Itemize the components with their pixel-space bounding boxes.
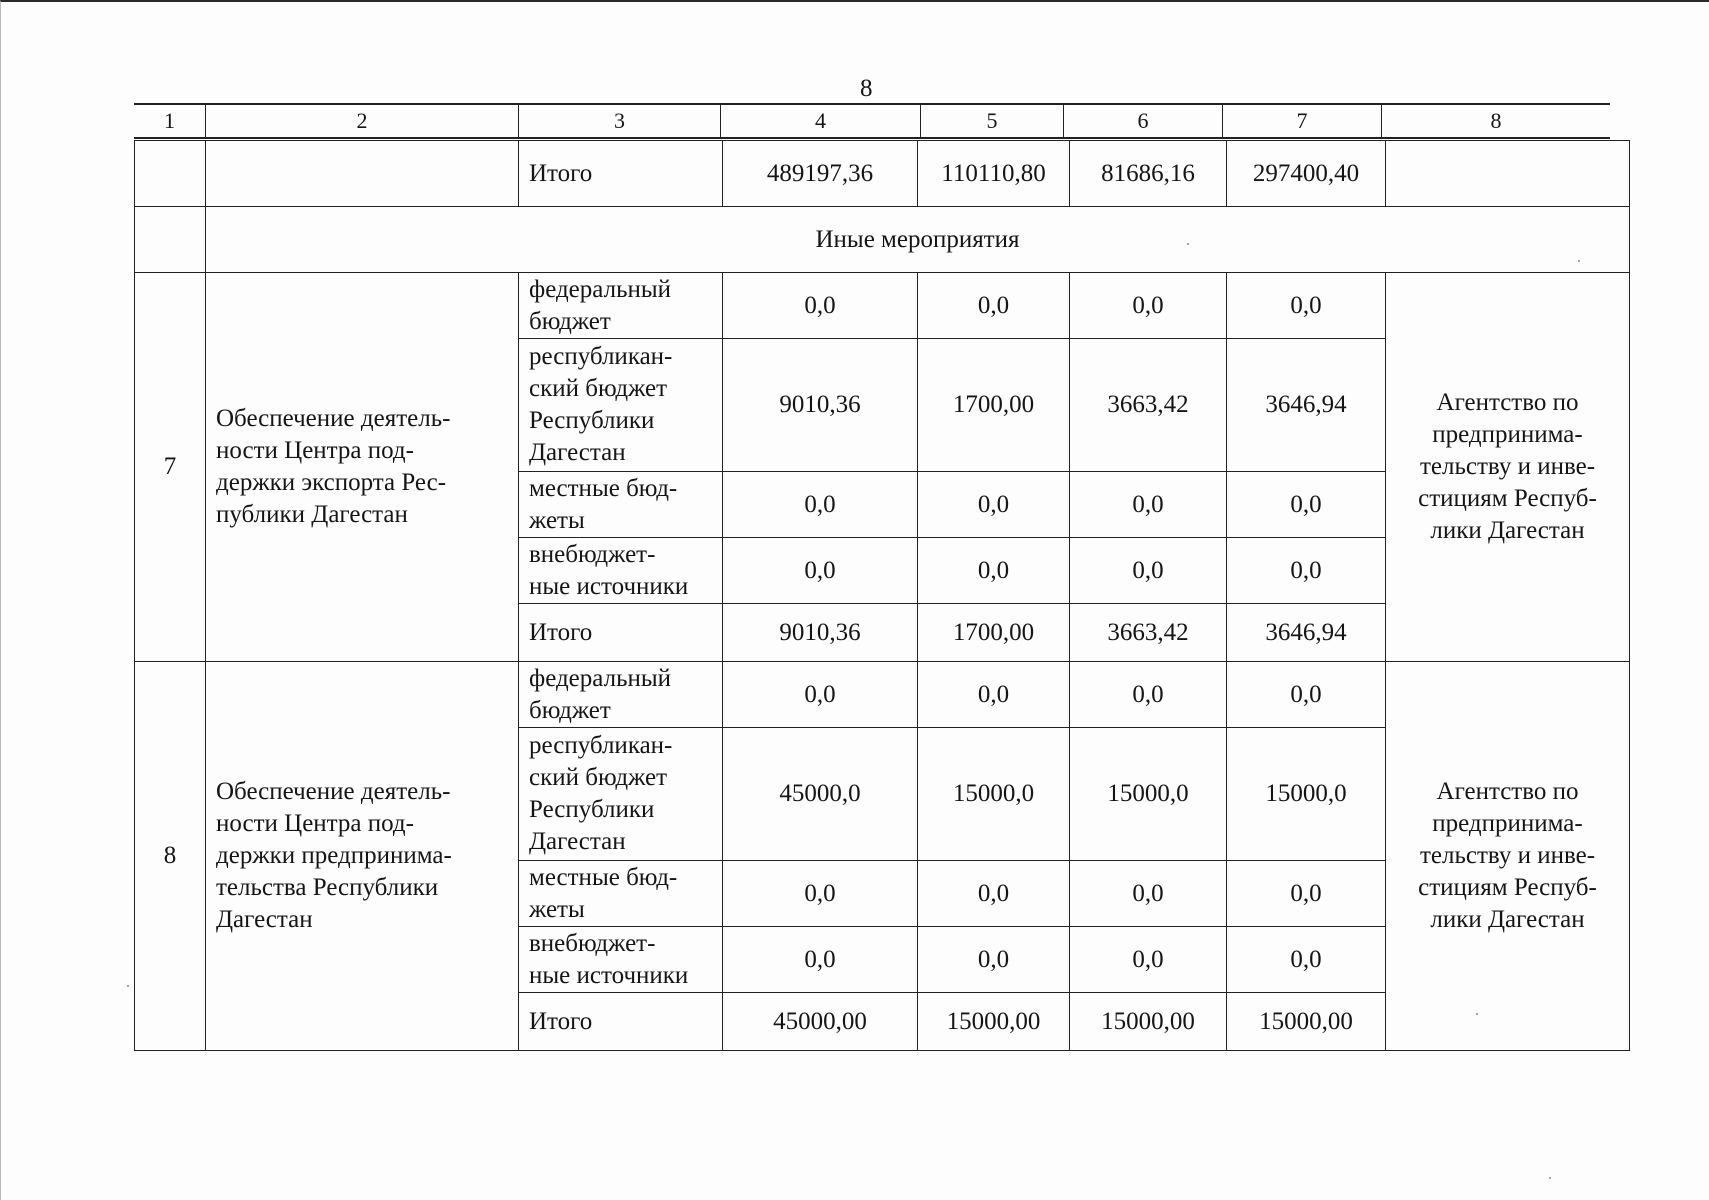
scan-speck bbox=[1187, 243, 1189, 245]
section-row bbox=[135, 207, 1630, 273]
amount-cell: 0,0 bbox=[723, 927, 918, 993]
funding-source: Итого bbox=[519, 993, 723, 1051]
scan-speck bbox=[1549, 1177, 1551, 1179]
amount-cell: 0,0 bbox=[918, 861, 1070, 927]
amount-cell: 0,0 bbox=[1227, 662, 1386, 728]
funding-table bbox=[134, 140, 1630, 1051]
item-7-source-row bbox=[135, 273, 1630, 339]
funding-source: республикан- ский бюджет Республики Дагестан bbox=[519, 339, 723, 472]
amount-cell: 15000,0 bbox=[1227, 728, 1386, 861]
column-number-4: 4 bbox=[720, 105, 920, 137]
total-row bbox=[135, 141, 1630, 207]
amount-cell: 0,0 bbox=[918, 472, 1070, 538]
total-row-num bbox=[135, 141, 206, 207]
funding-source: Итого bbox=[519, 604, 723, 662]
scan-speck bbox=[1578, 260, 1580, 262]
section-row-num bbox=[135, 207, 206, 273]
scan-speck bbox=[127, 985, 129, 987]
section-title: Иные мероприятия bbox=[206, 207, 1630, 273]
total-row-value: 110110,80 bbox=[918, 141, 1070, 207]
amount-cell: 0,0 bbox=[723, 538, 918, 604]
item-number: 7 bbox=[135, 273, 206, 662]
amount-cell: 15000,0 bbox=[1070, 728, 1227, 861]
amount-cell: 0,0 bbox=[723, 662, 918, 728]
total-row-agency bbox=[1386, 141, 1630, 207]
item-name: Обеспечение деятель- ности Центра под- держки предпринима- тельства Республики Дагестан bbox=[206, 662, 519, 1051]
column-number-1: 1 bbox=[164, 108, 175, 133]
amount-cell: 1700,00 bbox=[918, 604, 1070, 662]
amount-cell: 0,0 bbox=[723, 273, 918, 339]
amount-cell: 1700,00 bbox=[918, 339, 1070, 472]
amount-cell: 15000,0 bbox=[918, 728, 1070, 861]
total-row-value: 81686,16 bbox=[1070, 141, 1227, 207]
amount-cell: 0,0 bbox=[723, 472, 918, 538]
amount-cell: 0,0 bbox=[1070, 927, 1227, 993]
amount-cell: 0,0 bbox=[723, 861, 918, 927]
responsible-agency: Агентство по предпринима- тельству и инве- стициям Респуб- лики Дагестан bbox=[1386, 273, 1630, 662]
column-number-2: 2 bbox=[205, 105, 518, 137]
amount-cell: 9010,36 bbox=[723, 604, 918, 662]
amount-cell: 3646,94 bbox=[1227, 604, 1386, 662]
amount-cell: 15000,00 bbox=[1227, 993, 1386, 1051]
amount-cell: 0,0 bbox=[918, 273, 1070, 339]
amount-cell: 0,0 bbox=[918, 662, 1070, 728]
total-row-label: Итого bbox=[519, 141, 723, 207]
amount-cell: 0,0 bbox=[918, 538, 1070, 604]
amount-cell: 0,0 bbox=[1070, 273, 1227, 339]
funding-source: республикан- ский бюджет Республики Дагестан bbox=[519, 728, 723, 861]
column-number-header bbox=[134, 103, 1610, 139]
funding-source: внебюджет- ные источники bbox=[519, 538, 723, 604]
funding-source: федеральный бюджет bbox=[519, 662, 723, 728]
funding-source: местные бюд- жеты bbox=[519, 472, 723, 538]
amount-cell: 15000,00 bbox=[1070, 993, 1227, 1051]
funding-source: внебюджет- ные источники bbox=[519, 927, 723, 993]
amount-cell: 9010,36 bbox=[723, 339, 918, 472]
item-name: Обеспечение деятель- ности Центра под- держки экспорта Рес- публики Дагестан bbox=[206, 273, 519, 662]
amount-cell: 0,0 bbox=[1227, 273, 1386, 339]
funding-source: местные бюд- жеты bbox=[519, 861, 723, 927]
column-number-7: 7 bbox=[1222, 105, 1381, 137]
amount-cell: 45000,00 bbox=[723, 993, 918, 1051]
amount-cell: 0,0 bbox=[1070, 472, 1227, 538]
page-number: 8 bbox=[860, 75, 873, 102]
amount-cell: 45000,0 bbox=[723, 728, 918, 861]
amount-cell: 0,0 bbox=[1227, 861, 1386, 927]
amount-cell: 0,0 bbox=[1070, 538, 1227, 604]
responsible-agency: Агентство по предпринима- тельству и инве- стициям Респуб- лики Дагестан bbox=[1386, 662, 1630, 1051]
amount-cell: 3646,94 bbox=[1227, 339, 1386, 472]
amount-cell: 0,0 bbox=[1227, 927, 1386, 993]
amount-cell: 0,0 bbox=[918, 927, 1070, 993]
amount-cell: 0,0 bbox=[1070, 662, 1227, 728]
column-number-6: 6 bbox=[1063, 105, 1222, 137]
amount-cell: 3663,42 bbox=[1070, 604, 1227, 662]
amount-cell: 3663,42 bbox=[1070, 339, 1227, 472]
column-number-8: 8 bbox=[1381, 105, 1610, 137]
funding-source: федеральный бюджет bbox=[519, 273, 723, 339]
amount-cell: 15000,00 bbox=[918, 993, 1070, 1051]
total-row-value: 489197,36 bbox=[723, 141, 918, 207]
column-number-3: 3 bbox=[518, 105, 720, 137]
amount-cell: 0,0 bbox=[1070, 861, 1227, 927]
amount-cell: 0,0 bbox=[1227, 472, 1386, 538]
total-row-value: 297400,40 bbox=[1227, 141, 1386, 207]
scan-speck bbox=[1476, 1013, 1478, 1015]
item-number: 8 bbox=[135, 662, 206, 1051]
column-number-5: 5 bbox=[920, 105, 1063, 137]
item-8-source-row bbox=[135, 662, 1630, 728]
total-row-name bbox=[206, 141, 519, 207]
amount-cell: 0,0 bbox=[1227, 538, 1386, 604]
